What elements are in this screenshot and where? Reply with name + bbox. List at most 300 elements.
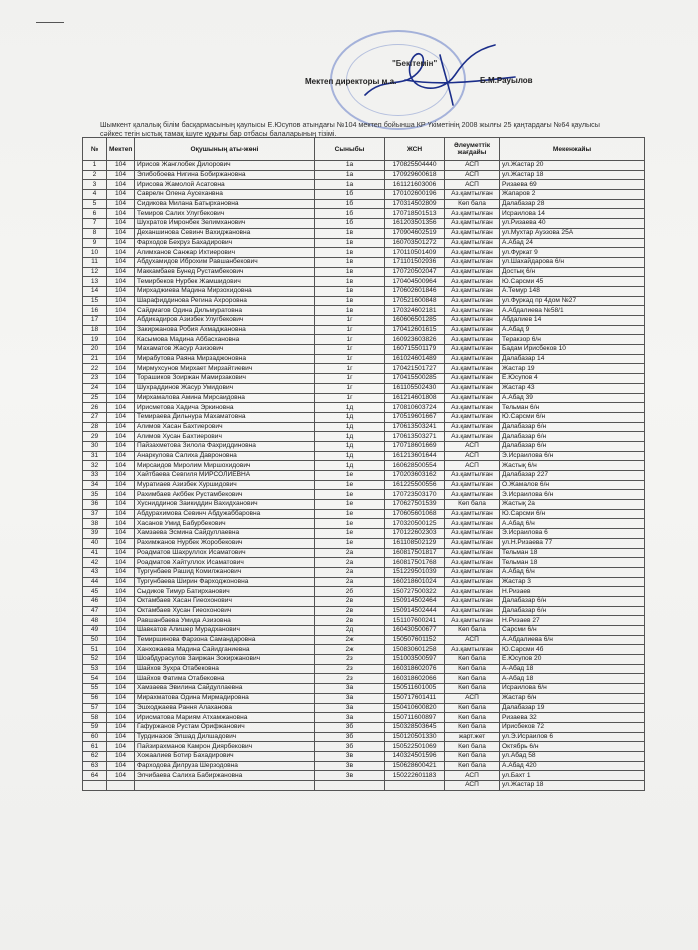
cell-class: 1е: [315, 529, 385, 539]
cell-school: 104: [107, 190, 135, 200]
cell-class: 2д: [315, 626, 385, 636]
cell-iin: 170613503241: [385, 422, 445, 432]
cell-status: АСП: [445, 180, 500, 190]
table-row: [83, 316, 645, 326]
cell-school: 104: [107, 538, 135, 548]
table-row: [83, 761, 645, 771]
cell-address: Жастар 43: [500, 383, 645, 393]
table-row: [83, 713, 645, 723]
cell-iin: 170613503271: [385, 432, 445, 442]
cell-number: 49: [83, 626, 107, 636]
cell-name: Алимов Хасан Бахтиерович: [135, 422, 315, 432]
cell-status: Аз.қамтылған: [445, 412, 500, 422]
table-row: [83, 432, 645, 442]
cell-status: Көп бала: [445, 674, 500, 684]
table-row: [83, 693, 645, 703]
cell-address: О.Жамалов 6/н: [500, 480, 645, 490]
cell-iin: 150717601411: [385, 693, 445, 703]
cell-address: Теракзор 6/н: [500, 335, 645, 345]
table-row: [83, 364, 645, 374]
cell-status: Аз.қамтылған: [445, 616, 500, 626]
table-row: [83, 354, 645, 364]
cell-number: 17: [83, 316, 107, 326]
cell-status: Аз.қамтылған: [445, 209, 500, 219]
cell-class: 1е: [315, 480, 385, 490]
corner-mark: [36, 22, 64, 23]
cell-school: 104: [107, 587, 135, 597]
table-row: [83, 558, 645, 568]
cell-status: Аз.қамтылған: [445, 306, 500, 316]
cell-iin: 161214601808: [385, 393, 445, 403]
cell-number: 58: [83, 713, 107, 723]
table-row: [83, 267, 645, 277]
cell-name: Роадматов Шахруллох Исаматович: [135, 548, 315, 558]
cell-address: Тельман 18: [500, 558, 645, 568]
cell-name: Хайтбаева Севгиля МИРСОЛИЕВНА: [135, 471, 315, 481]
cell-iin: [385, 781, 445, 791]
table-row: [83, 248, 645, 258]
col-header-class: Сыныбы: [315, 138, 385, 161]
cell-iin: 150711600897: [385, 713, 445, 723]
cell-iin: 170412601615: [385, 325, 445, 335]
cell-school: 104: [107, 480, 135, 490]
cell-status: Көп бала: [445, 761, 500, 771]
table-row: [83, 567, 645, 577]
cell-name: Абдикадиров Азизбек Улугбекович: [135, 316, 315, 326]
cell-name: Закиржанова Робия Ахмаджановна: [135, 325, 315, 335]
cell-name: Мирсаидов Миролим Миршохидович: [135, 461, 315, 471]
cell-address: ул.Ризаева 40: [500, 219, 645, 229]
cell-name: Фарходов Бехруз Бахадирович: [135, 238, 315, 248]
cell-name: Роадматов Хайтуллох Исаматович: [135, 558, 315, 568]
cell-iin: 160817501768: [385, 558, 445, 568]
cell-status: Аз.қамтылған: [445, 345, 500, 355]
cell-iin: 160430500677: [385, 626, 445, 636]
cell-number: 62: [83, 751, 107, 761]
cell-number: 8: [83, 228, 107, 238]
cell-class: 1г: [315, 345, 385, 355]
cell-name: Сыдиков Тимур Батирханович: [135, 587, 315, 597]
cell-status: Аз.қамтылған: [445, 219, 500, 229]
cell-address: А.Абад 6/н: [500, 519, 645, 529]
cell-class: 1в: [315, 296, 385, 306]
cell-iin: 161108502129: [385, 538, 445, 548]
table-row: [83, 674, 645, 684]
cell-iin: 150914502444: [385, 606, 445, 616]
cell-address: ул.Абад 58: [500, 751, 645, 761]
table-row: [83, 161, 645, 171]
cell-name: Алимов Хусан Бахтиерович: [135, 432, 315, 442]
cell-class: 1в: [315, 228, 385, 238]
cell-class: 1д: [315, 412, 385, 422]
cell-name: Мирабутова Раяна Мирзаджоновна: [135, 354, 315, 364]
cell-status: АСП: [445, 161, 500, 171]
cell-status: Аз.қамтылған: [445, 548, 500, 558]
cell-name: Турдиназов Элшад Дилшадович: [135, 732, 315, 742]
cell-class: 1в: [315, 277, 385, 287]
cell-iin: 150522501069: [385, 742, 445, 752]
cell-class: 1б: [315, 209, 385, 219]
cell-class: 2а: [315, 567, 385, 577]
cell-school: 104: [107, 742, 135, 752]
cell-name: Мирмухсунов Мирхает Мирзайтиевич: [135, 364, 315, 374]
cell-status: Аз.қамтылған: [445, 422, 500, 432]
cell-number: 38: [83, 519, 107, 529]
cell-status: АСП: [445, 635, 500, 645]
table-row: [83, 345, 645, 355]
cell-school: 104: [107, 596, 135, 606]
cell-status: Аз.қамтылған: [445, 277, 500, 287]
cell-iin: 170320500125: [385, 519, 445, 529]
table-row: [83, 509, 645, 519]
cell-school: 104: [107, 180, 135, 190]
cell-class: 1г: [315, 393, 385, 403]
cell-number: 15: [83, 296, 107, 306]
cell-class: 3а: [315, 703, 385, 713]
cell-number: 57: [83, 703, 107, 713]
cell-number: 46: [83, 596, 107, 606]
cell-number: 30: [83, 441, 107, 451]
table-row: [83, 781, 645, 791]
table-row: [83, 645, 645, 655]
table-row: [83, 538, 645, 548]
cell-status: Аз.қамтылған: [445, 257, 500, 267]
cell-class: 3а: [315, 693, 385, 703]
cell-school: 104: [107, 490, 135, 500]
cell-address: ул.Шахайдарова 6/н: [500, 257, 645, 267]
cell-status: Көп бала: [445, 722, 500, 732]
cell-name: Хамзаева Эвилина Сайдуллаевна: [135, 684, 315, 694]
table-row: [83, 616, 645, 626]
cell-name: Касымова Мадина Аббасхановна: [135, 335, 315, 345]
cell-name: Эшходжаева Рання Алаханова: [135, 703, 315, 713]
cell-name: Ирисова Жамолой Асатовна: [135, 180, 315, 190]
cell-address: Исраилова 6/н: [500, 684, 645, 694]
cell-name: Деханшинова Севинч Вахиджановна: [135, 228, 315, 238]
cell-class: 2в: [315, 606, 385, 616]
cell-school: 104: [107, 432, 135, 442]
cell-class: 2а: [315, 577, 385, 587]
cell-address: Е.Юсупов 4: [500, 374, 645, 384]
cell-number: 52: [83, 655, 107, 665]
cell-number: 44: [83, 577, 107, 587]
cell-number: 12: [83, 267, 107, 277]
cell-class: 1в: [315, 267, 385, 277]
cell-school: 104: [107, 548, 135, 558]
cell-number: 33: [83, 471, 107, 481]
cell-iin: 161105502430: [385, 383, 445, 393]
cell-iin: 150914502464: [385, 596, 445, 606]
cell-address: Э.Исраилова 6/н: [500, 490, 645, 500]
cell-class: 1д: [315, 441, 385, 451]
cell-number: 63: [83, 761, 107, 771]
cell-school: 104: [107, 277, 135, 287]
cell-iin: 170718501513: [385, 209, 445, 219]
cell-address: Достық 6/н: [500, 267, 645, 277]
cell-address: А.Темур 148: [500, 286, 645, 296]
cell-class: 1г: [315, 335, 385, 345]
cell-school: 104: [107, 461, 135, 471]
cell-school: 104: [107, 577, 135, 587]
cell-iin: 170627501539: [385, 500, 445, 510]
cell-name: Темирбеков Нурбек Жамшидович: [135, 277, 315, 287]
cell-name: Абдухамидов Иброхим Равшанбекович: [135, 257, 315, 267]
cell-iin: 171101502936: [385, 257, 445, 267]
cell-iin: 170521600848: [385, 296, 445, 306]
cell-name: Равшанбаева Умида Азизовна: [135, 616, 315, 626]
table-row: [83, 286, 645, 296]
cell-class: 1е: [315, 538, 385, 548]
cell-school: 104: [107, 471, 135, 481]
cell-status: АСП: [445, 461, 500, 471]
cell-class: 1г: [315, 374, 385, 384]
cell-class: 3б: [315, 732, 385, 742]
cell-class: [315, 781, 385, 791]
table-row: [83, 306, 645, 316]
cell-class: 1е: [315, 490, 385, 500]
director-name: Б.М.Рауылов: [480, 76, 533, 85]
cell-status: Аз.қамтылған: [445, 316, 500, 326]
cell-school: 104: [107, 257, 135, 267]
table-row: [83, 626, 645, 636]
cell-status: Аз.қамтылған: [445, 577, 500, 587]
table-row: [83, 548, 645, 558]
cell-status: Аз.қамтылған: [445, 558, 500, 568]
table-row: [83, 209, 645, 219]
cell-name: Хожаалиев Ботир Бахадирович: [135, 751, 315, 761]
cell-iin: 170102600196: [385, 190, 445, 200]
cell-name: [135, 781, 315, 791]
cell-iin: 150222601183: [385, 771, 445, 781]
cell-status: Аз.қамтылған: [445, 645, 500, 655]
cell-address: Тельман 6/н: [500, 403, 645, 413]
col-header-school: Мектеп: [107, 138, 135, 161]
col-header-name: Оқушының аты-жөні: [135, 138, 315, 161]
table-row: [83, 383, 645, 393]
cell-number: 32: [83, 461, 107, 471]
cell-class: 1е: [315, 500, 385, 510]
cell-status: Көп бала: [445, 500, 500, 510]
cell-address: ул.Жастар 18: [500, 781, 645, 791]
cell-class: 1е: [315, 519, 385, 529]
cell-iin: 150727500322: [385, 587, 445, 597]
cell-status: Аз.қамтылған: [445, 190, 500, 200]
table-row: [83, 412, 645, 422]
table-row: [83, 441, 645, 451]
cell-status: Аз.қамтылған: [445, 538, 500, 548]
cell-school: 104: [107, 674, 135, 684]
cell-name: Маккамбаев Бунед Рустамбекович: [135, 267, 315, 277]
cell-status: Көп бала: [445, 713, 500, 723]
table-row: [83, 587, 645, 597]
cell-iin: 160923603826: [385, 335, 445, 345]
cell-class: 1г: [315, 325, 385, 335]
cell-address: А-Абад 18: [500, 674, 645, 684]
cell-name: Ирисматова Мариям Атхамжановна: [135, 713, 315, 723]
cell-class: 1д: [315, 461, 385, 471]
table-row: [83, 751, 645, 761]
cell-iin: 170723503170: [385, 490, 445, 500]
cell-address: Э.Исраилова 6/н: [500, 451, 645, 461]
cell-address: Ю.Сарсми 6/н: [500, 412, 645, 422]
cell-address: Тельман 18: [500, 548, 645, 558]
cell-iin: 150830601258: [385, 645, 445, 655]
cell-address: Бадам Ирисбеков 10: [500, 345, 645, 355]
cell-number: 16: [83, 306, 107, 316]
cell-iin: 170718601669: [385, 441, 445, 451]
cell-name: Мирахматова Одина Мирмадировна: [135, 693, 315, 703]
cell-name: Хамзаева Эсмина Сайдуллаевна: [135, 529, 315, 539]
cell-iin: 150328503645: [385, 722, 445, 732]
cell-number: 64: [83, 771, 107, 781]
cell-number: 4: [83, 190, 107, 200]
cell-school: 104: [107, 296, 135, 306]
cell-address: Жастар 3: [500, 577, 645, 587]
cell-status: Аз.қамтылған: [445, 383, 500, 393]
cell-class: 1г: [315, 354, 385, 364]
cell-school: 104: [107, 374, 135, 384]
table-row: [83, 461, 645, 471]
cell-iin: 150511601005: [385, 684, 445, 694]
cell-number: 40: [83, 538, 107, 548]
cell-name: Шухраддинов Жасур Умидович: [135, 383, 315, 393]
cell-address: Сарсми 6/н: [500, 626, 645, 636]
table-row: [83, 238, 645, 248]
cell-address: Жастық 6/н: [500, 461, 645, 471]
cell-number: 59: [83, 722, 107, 732]
cell-number: 20: [83, 345, 107, 355]
table-row: [83, 219, 645, 229]
cell-status: Аз.қамтылған: [445, 587, 500, 597]
cell-address: Далабазар 227: [500, 471, 645, 481]
table-row: [83, 732, 645, 742]
cell-address: Ризаева 32: [500, 713, 645, 723]
cell-number: 41: [83, 548, 107, 558]
cell-number: 6: [83, 209, 107, 219]
cell-address: ул.Фуркат 9: [500, 248, 645, 258]
cell-status: Көп бала: [445, 655, 500, 665]
cell-status: Аз.қамтылған: [445, 596, 500, 606]
cell-number: 21: [83, 354, 107, 364]
cell-name: Рахимбаев Акббек Рустамбекович: [135, 490, 315, 500]
cell-school: 104: [107, 509, 135, 519]
cell-school: 104: [107, 345, 135, 355]
cell-number: 9: [83, 238, 107, 248]
cell-iin: 160318602066: [385, 674, 445, 684]
cell-number: 43: [83, 567, 107, 577]
table-row: [83, 422, 645, 432]
cell-class: 1д: [315, 422, 385, 432]
table-row: [83, 500, 645, 510]
cell-class: 1б: [315, 190, 385, 200]
cell-status: Аз.қамтылған: [445, 238, 500, 248]
cell-name: Элибобоева Нигина Бобиржановна: [135, 170, 315, 180]
cell-iin: 170810603724: [385, 403, 445, 413]
cell-name: Рахимжанов Нурбек Жоробекович: [135, 538, 315, 548]
cell-address: Э.Исраилова 6: [500, 529, 645, 539]
cell-school: 104: [107, 228, 135, 238]
cell-status: Аз.қамтылған: [445, 374, 500, 384]
cell-address: А.Абад 420: [500, 761, 645, 771]
cell-iin: 161203501356: [385, 219, 445, 229]
cell-school: 104: [107, 219, 135, 229]
cell-school: 104: [107, 412, 135, 422]
cell-class: 3б: [315, 742, 385, 752]
cell-class: 1г: [315, 316, 385, 326]
cell-number: 37: [83, 509, 107, 519]
cell-address: Н.Ризаев: [500, 587, 645, 597]
cell-number: 10: [83, 248, 107, 258]
cell-number: 23: [83, 374, 107, 384]
cell-school: 104: [107, 238, 135, 248]
cell-class: 1е: [315, 471, 385, 481]
cell-status: АСП: [445, 441, 500, 451]
cell-name: Элчибаева Салиха Бабиржановна: [135, 771, 315, 781]
cell-address: ул.Жастар 18: [500, 170, 645, 180]
cell-class: 2в: [315, 616, 385, 626]
cell-school: 104: [107, 722, 135, 732]
cell-school: 104: [107, 645, 135, 655]
cell-class: 2з: [315, 655, 385, 665]
table-row: [83, 519, 645, 529]
cell-name: Шарафиддинова Регина Ахроровна: [135, 296, 315, 306]
table-row: [83, 180, 645, 190]
table-row: [83, 471, 645, 481]
director-title: Мектеп директоры м.а.: [305, 77, 397, 86]
cell-name: Махаматов Жасур Азизович: [135, 345, 315, 355]
cell-number: 36: [83, 500, 107, 510]
cell-name: Темиров Салих Улугбекович: [135, 209, 315, 219]
cell-school: 104: [107, 500, 135, 510]
cell-class: 2з: [315, 674, 385, 684]
cell-school: 104: [107, 161, 135, 171]
director-signature: [345, 35, 525, 110]
cell-number: 29: [83, 432, 107, 442]
cell-address: Далабазар 6/н: [500, 422, 645, 432]
cell-iin: 170904602519: [385, 228, 445, 238]
cell-iin: 151229501039: [385, 567, 445, 577]
cell-status: Аз.қамтылған: [445, 286, 500, 296]
table-row: [83, 403, 645, 413]
cell-school: 104: [107, 664, 135, 674]
cell-address: Ю.Сарсми 45: [500, 277, 645, 287]
cell-status: Аз.қамтылған: [445, 480, 500, 490]
cell-address: А.Абдалиева 6/н: [500, 635, 645, 645]
cell-status: Аз.қамтылған: [445, 490, 500, 500]
cell-name: Сайдмагов Одина Дильмуратовна: [135, 306, 315, 316]
cell-class: 1а: [315, 161, 385, 171]
cell-address: Исраилова 14: [500, 209, 645, 219]
cell-class: 1а: [315, 170, 385, 180]
cell-school: 104: [107, 761, 135, 771]
cell-number: 48: [83, 616, 107, 626]
table-row: [83, 325, 645, 335]
table-body: [83, 161, 645, 791]
cell-name: Пайзирахманов Камрон Диярбекович: [135, 742, 315, 752]
cell-address: ул.Фуркад пр 4дом №27: [500, 296, 645, 306]
cell-address: ул.Бахт 1: [500, 771, 645, 781]
cell-status: Аз.қамтылған: [445, 393, 500, 403]
cell-number: 18: [83, 325, 107, 335]
cell-address: А.Абад 39: [500, 393, 645, 403]
cell-name: Октамбаев Хасан Гиеохонович: [135, 596, 315, 606]
cell-school: 104: [107, 393, 135, 403]
cell-status: Аз.қамтылған: [445, 267, 500, 277]
table-row: [83, 742, 645, 752]
cell-status: Аз.қамтылған: [445, 509, 500, 519]
cell-number: 13: [83, 277, 107, 287]
cell-school: 104: [107, 703, 135, 713]
